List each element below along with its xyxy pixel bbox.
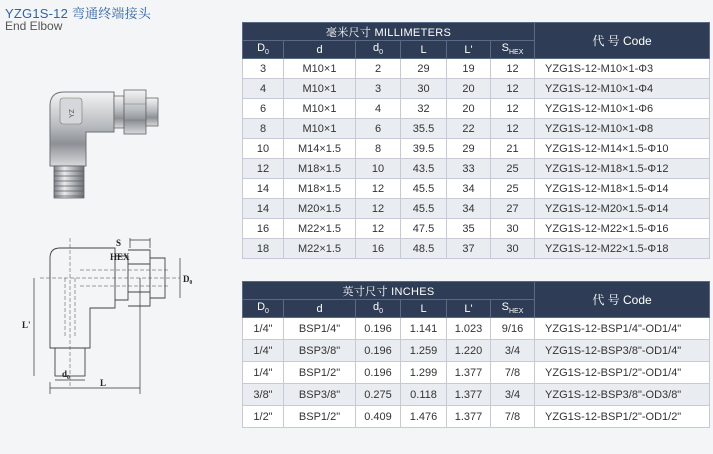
table-cell: 0.196 [356, 318, 401, 340]
table-cell: 30 [401, 79, 447, 99]
label-d0: D₀ [183, 274, 193, 284]
label-d: d₀ [62, 369, 70, 379]
table-cell: 34 [447, 199, 491, 219]
millimeters-col-header: $D_0$ [243, 41, 284, 59]
millimeters-table [242, 22, 710, 259]
table-cell: M10×1 [284, 99, 356, 119]
table-cell: 8 [243, 119, 284, 139]
table-cell: 16 [243, 219, 284, 239]
table-cell: 30 [491, 239, 535, 259]
table-cell: 14 [243, 199, 284, 219]
table-cell: 29 [447, 139, 491, 159]
table-row [243, 384, 710, 406]
table-cell: 19 [447, 59, 491, 79]
table-cell: 0.409 [356, 406, 401, 428]
table-cell: BSP3/8" [284, 340, 356, 362]
inches-col-header: $d_0$ [356, 300, 401, 318]
inches-col-header: $D_0$ [243, 300, 284, 318]
code-cell: YZG1S-12-M22×1.5-Φ16 [535, 219, 710, 239]
table-row [243, 219, 710, 239]
millimeters-col-header: $S_{HEX}$ [491, 41, 535, 59]
table-cell: 45.5 [401, 199, 447, 219]
table-cell: 0.196 [356, 362, 401, 384]
table-cell: 2 [356, 59, 401, 79]
millimeters-col-header: $d_0$ [356, 41, 401, 59]
table-cell: 39.5 [401, 139, 447, 159]
table-cell: 3/4 [491, 384, 535, 406]
dimension-drawing [20, 238, 205, 398]
table-cell: 48.5 [401, 239, 447, 259]
inches-col-header: L [401, 300, 447, 318]
table-row [243, 79, 710, 99]
millimeters-table-section [242, 22, 709, 259]
table-cell: 25 [491, 179, 535, 199]
table-cell: 1/4" [243, 340, 284, 362]
table-cell: 12 [356, 219, 401, 239]
table-cell: 1.377 [447, 384, 491, 406]
table-cell: 0.275 [356, 384, 401, 406]
table-row [243, 139, 710, 159]
table-row [243, 362, 710, 384]
table-cell: 30 [491, 219, 535, 239]
table-cell: 1.220 [447, 340, 491, 362]
table-cell: 37 [447, 239, 491, 259]
table-cell: 22 [447, 119, 491, 139]
millimeters-col-header: L [401, 41, 447, 59]
code-cell: YZG1S-12-M14×1.5-Φ10 [535, 139, 710, 159]
table-cell: 12 [491, 99, 535, 119]
millimeters-code-header: 代 号 Code [535, 23, 710, 59]
table-cell: 12 [356, 179, 401, 199]
table-cell: 35 [447, 219, 491, 239]
inches-col-header: L' [447, 300, 491, 318]
table-cell: 12 [491, 79, 535, 99]
page-subtitle: End Elbow [5, 19, 63, 33]
label-s: S [116, 238, 122, 248]
code-cell: YZG1S-12-M18×1.5-Φ12 [535, 159, 710, 179]
label-l: L [100, 378, 107, 388]
table-cell: 29 [401, 59, 447, 79]
table-cell: 1.377 [447, 406, 491, 428]
table-cell: 1.476 [401, 406, 447, 428]
table-cell: 12 [356, 199, 401, 219]
table-cell: BSP3/8" [284, 384, 356, 406]
page-title: YZG1S-12 弯通终端接头 [5, 6, 152, 21]
table-cell: 25 [491, 159, 535, 179]
table-cell: 21 [491, 139, 535, 159]
table-cell: 9/16 [491, 318, 535, 340]
table-cell: 4 [243, 79, 284, 99]
table-cell: 16 [356, 239, 401, 259]
table-cell: 34 [447, 179, 491, 199]
table-cell: M18×1.5 [284, 159, 356, 179]
inches-col-header: d [284, 300, 356, 318]
table-row [243, 99, 710, 119]
table-cell: 8 [356, 139, 401, 159]
table-cell: M22×1.5 [284, 239, 356, 259]
code-cell: YZG1S-12-M10×1-Φ4 [535, 79, 710, 99]
table-cell: 3/8" [243, 384, 284, 406]
table-cell: 27 [491, 199, 535, 219]
table-row [243, 59, 710, 79]
table-cell: 10 [243, 139, 284, 159]
table-cell: 43.5 [401, 159, 447, 179]
table-cell: 0.118 [401, 384, 447, 406]
table-cell: M20×1.5 [284, 199, 356, 219]
table-cell: 1.141 [401, 318, 447, 340]
table-cell: 20 [447, 99, 491, 119]
table-cell: 1.259 [401, 340, 447, 362]
table-cell: 12 [491, 119, 535, 139]
table-row [243, 199, 710, 219]
table-cell: 1.377 [447, 362, 491, 384]
table-cell: 0.196 [356, 340, 401, 362]
millimeters-group-header: 毫米尺寸 MILLIMETERS [243, 23, 535, 41]
table-cell: M14×1.5 [284, 139, 356, 159]
inches-group-header: 英寸尺寸 INCHES [243, 282, 535, 300]
inches-code-header: 代 号 Code [535, 282, 710, 318]
table-row [243, 119, 710, 139]
table-cell: 47.5 [401, 219, 447, 239]
table-cell: 32 [401, 99, 447, 119]
table-cell: 1/4" [243, 318, 284, 340]
table-cell: M10×1 [284, 119, 356, 139]
code-cell: YZG1S-12-BSP3/8"-OD1/4" [535, 340, 710, 362]
table-cell: BSP1/4" [284, 318, 356, 340]
table-cell: M22×1.5 [284, 219, 356, 239]
table-row [243, 318, 710, 340]
code-cell: YZG1S-12-BSP1/4"-OD1/4" [535, 318, 710, 340]
table-cell: 3/4 [491, 340, 535, 362]
table-row [243, 406, 710, 428]
table-cell: BSP1/2" [284, 362, 356, 384]
table-row [243, 340, 710, 362]
table-cell: 12 [491, 59, 535, 79]
code-cell: YZG1S-12-M22×1.5-Φ18 [535, 239, 710, 259]
table-cell: 1.299 [401, 362, 447, 384]
code-cell: YZG1S-12-BSP1/2"-OD1/4" [535, 362, 710, 384]
table-cell: 3 [356, 79, 401, 99]
code-cell: YZG1S-12-M10×1-Φ6 [535, 99, 710, 119]
table-cell: BSP1/2" [284, 406, 356, 428]
inches-table-section [242, 281, 709, 428]
code-cell: YZG1S-12-M18×1.5-Φ14 [535, 179, 710, 199]
code-cell: YZG1S-12-BSP1/2"-OD1/2" [535, 406, 710, 428]
table-cell: 7/8 [491, 406, 535, 428]
table-cell: 1.023 [447, 318, 491, 340]
table-cell: 14 [243, 179, 284, 199]
inches-table [242, 281, 710, 428]
code-cell: YZG1S-12-M20×1.5-Φ14 [535, 199, 710, 219]
table-cell: 18 [243, 239, 284, 259]
table-cell: 35.5 [401, 119, 447, 139]
table-cell: M10×1 [284, 59, 356, 79]
table-cell: 10 [356, 159, 401, 179]
table-cell: 3 [243, 59, 284, 79]
label-lp: L' [22, 320, 31, 330]
code-cell: YZG1S-12-BSP3/8"-OD3/8" [535, 384, 710, 406]
code-cell: YZG1S-12-M10×1-Φ3 [535, 59, 710, 79]
millimeters-col-header: L' [447, 41, 491, 59]
table-cell: M18×1.5 [284, 179, 356, 199]
table-row [243, 239, 710, 259]
table-cell: 4 [356, 99, 401, 119]
table-cell: 1/4" [243, 362, 284, 384]
code-cell: YZG1S-12-M10×1-Φ8 [535, 119, 710, 139]
table-cell: 6 [243, 99, 284, 119]
table-cell: 12 [243, 159, 284, 179]
table-cell: 45.5 [401, 179, 447, 199]
table-row [243, 179, 710, 199]
table-cell: 33 [447, 159, 491, 179]
table-cell: 20 [447, 79, 491, 99]
elbow-fitting-photo [28, 78, 168, 208]
table-cell: 7/8 [491, 362, 535, 384]
millimeters-col-header: d [284, 41, 356, 59]
table-cell: 6 [356, 119, 401, 139]
table-cell: M10×1 [284, 79, 356, 99]
svg-text:YZ: YZ [69, 109, 76, 118]
label-hex: HEX [110, 252, 130, 262]
inches-col-header: $S_{HEX}$ [491, 300, 535, 318]
table-row [243, 159, 710, 179]
table-cell: 1/2" [243, 406, 284, 428]
